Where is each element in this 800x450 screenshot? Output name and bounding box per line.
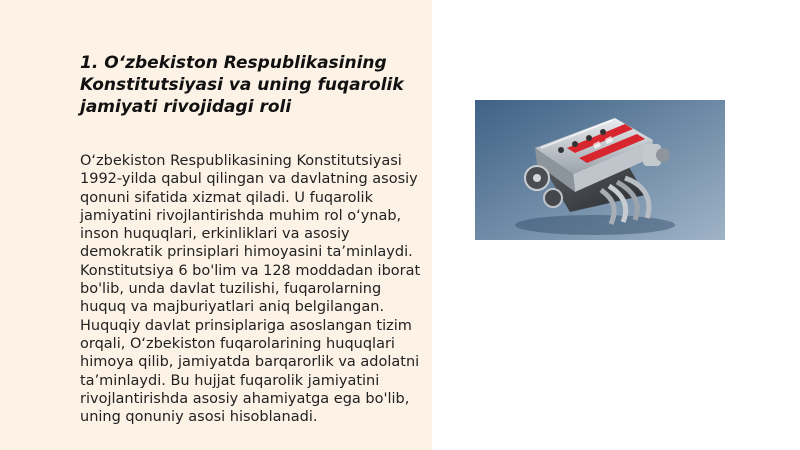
engine-photo bbox=[475, 100, 725, 240]
slide-title: 1. O‘zbekiston Respublikasining Konstitutsiyasi va uning fuqarolik jamiyati rivojidagi roli bbox=[80, 53, 404, 117]
slide-body-text: O‘zbekiston Respublikasining Konstitutsiyasi 1992-yilda qabul qilingan va davlatning asosiy qonuni sifatida xizmat qiladi. U fuqarolik jamiyatini rivojlantirishda muhim rol o‘ynab, inson huquqlari, erkinliklari va asosiy demokratik prinsiplari himoyasini ta’minlaydi. Konstitutsiya 6 bo'lim va 128 moddadan iborat bo'lib, unda davlat tuzilishi, fuqarolarning huquq va majburiyatlari aniq belgilangan. Huquqiy davlat prinsiplariga asoslangan tizim orqali, O‘zbekiston fuqarolarining huquqlari himoya qilib, jamiyatda barqarorlik va adolatni ta’minlaydi. Bu hujjat fuqarolik jamiyatini rivojlantirishda asosiy ahamiyatga ega bo'lib, uning qonuniy asosi hisoblanadi. bbox=[80, 153, 421, 426]
engine-image bbox=[475, 100, 725, 240]
